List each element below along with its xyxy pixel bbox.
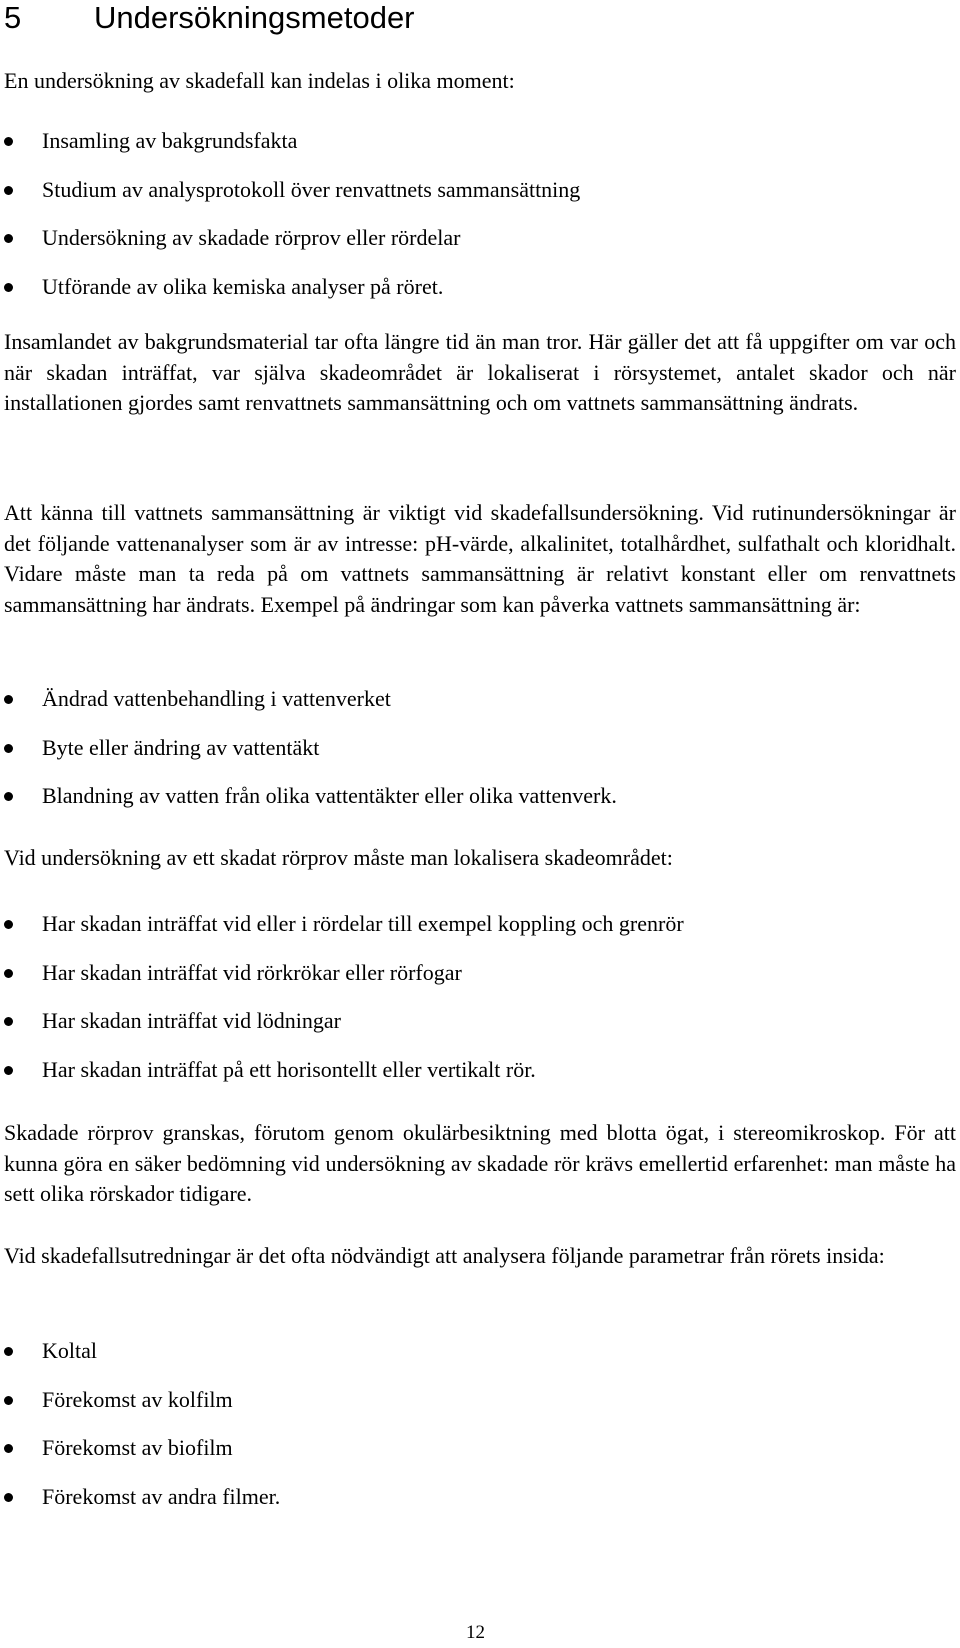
bullet-list-parameters [4, 1336, 956, 1531]
bullet-icon [4, 1066, 13, 1075]
bullet-icon [4, 792, 13, 801]
bullet-icon [4, 1444, 13, 1453]
paragraph-inspection: Skadade rörprov granskas, förutom genom okulärbesiktning med blotta ögat, i stereomikroskop. För att kunna göra en säker bedömning vid undersökning av skadade rör krävs emellertid erfarenhet: man måste ha sett olika rörskador tidigare. [4, 1120, 956, 1206]
list-item: Förekomst av kolfilm [4, 1385, 956, 1434]
list-item: Förekomst av biofilm [4, 1433, 956, 1482]
paragraph-parameters: Vid skadefallsutredningar är det ofta nödvändigt att analysera följande parametrar från rörets insida: [4, 1243, 885, 1268]
intro-paragraph: En undersökning av skadefall kan indelas i olika moment: [4, 68, 515, 93]
list-item: Förekomst av andra filmer. [4, 1482, 956, 1531]
list-item: Undersökning av skadade rörprov eller rördelar [4, 223, 956, 272]
list-item: Har skadan inträffat på ett horisontellt eller vertikalt rör. [4, 1055, 956, 1104]
bullet-icon [4, 1396, 13, 1405]
bullet-icon [4, 969, 13, 978]
section-heading [4, 0, 415, 36]
page-number: 12 [466, 1622, 485, 1643]
list-item: Blandning av vatten från olika vattentäkter eller olika vattenverk. [4, 781, 956, 830]
paragraph-background: Insamlandet av bakgrundsmaterial tar ofta längre tid än man tror. Här gäller det att få uppgifter om var och när skadan inträffat, var själva skadeområdet är lokaliserat i rörsystemet, antalet skador och när installationen gjordes samt renvattnets sammansättning och om vattnets sammansättning ändrats. [4, 329, 956, 415]
list-item: Koltal [4, 1336, 956, 1385]
paragraph-damage-area: Vid undersökning av ett skadat rörprov måste man lokalisera skadeområdet: [4, 845, 673, 870]
bullet-icon [4, 920, 13, 929]
list-item: Insamling av bakgrundsfakta [4, 126, 956, 175]
bullet-icon [4, 1493, 13, 1502]
bullet-icon [4, 283, 13, 292]
bullet-icon [4, 1347, 13, 1356]
bullet-list-moments [4, 126, 956, 321]
bullet-icon [4, 234, 13, 243]
list-item: Har skadan inträffat vid eller i rördelar till exempel koppling och grenrör [4, 909, 956, 958]
bullet-icon [4, 695, 13, 704]
section-number: 5 [4, 0, 22, 35]
list-item: Har skadan inträffat vid rörkrökar eller rörfogar [4, 958, 956, 1007]
list-item: Utförande av olika kemiska analyser på röret. [4, 272, 956, 321]
list-item: Studium av analysprotokoll över renvattnets sammansättning [4, 175, 956, 224]
bullet-icon [4, 137, 13, 146]
section-title: Undersökningsmetoder [94, 0, 415, 35]
list-item: Ändrad vattenbehandling i vattenverket [4, 684, 956, 733]
list-item: Har skadan inträffat vid lödningar [4, 1006, 956, 1055]
list-item: Byte eller ändring av vattentäkt [4, 733, 956, 782]
paragraph-water-composition: Att känna till vattnets sammansättning är viktigt vid skadefallsundersökning. Vid rutinundersökningar är det följande vattenanalyser som är av intresse: pH-värde, alkalinitet, totalhårdhet, sulfathalt och kloridhalt. Vidare måste man ta reda på om vattnets sammansättning är relativt konstant eller om renvattnets sammansättning har ändrats. Exempel på ändringar som kan påverka vattnets sammansättning är: [4, 500, 956, 617]
bullet-icon [4, 186, 13, 195]
bullet-icon [4, 1017, 13, 1026]
bullet-list-damage-locations [4, 909, 956, 1104]
bullet-list-changes [4, 684, 956, 830]
bullet-icon [4, 744, 13, 753]
